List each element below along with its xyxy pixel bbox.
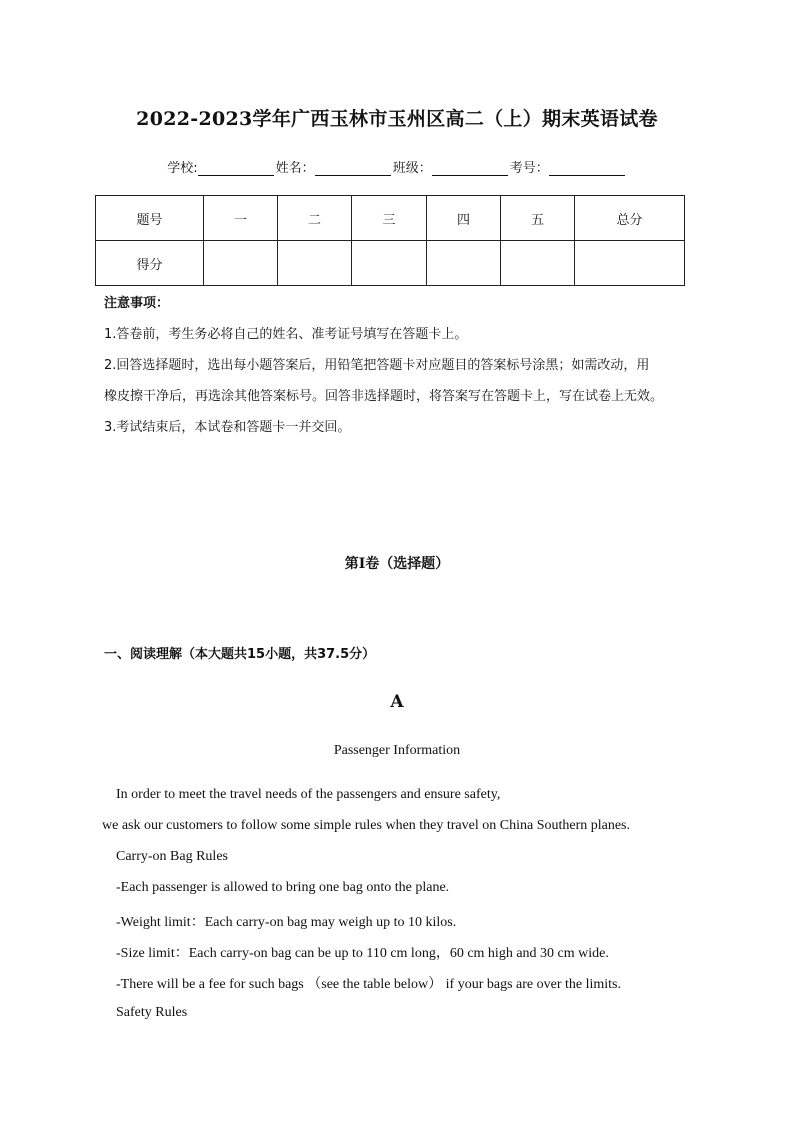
note-item: 1.答卷前，考生务必将自己的姓名、准考证号填写在答题卡上。 [104, 327, 468, 342]
passage-line: -There will be a fee for such bags （see the table below） if your bags are over the limits. [116, 977, 621, 992]
name-blank [315, 161, 391, 176]
passage-line: -Weight limit：Each carry-on bag may weigh up to 10 kilos. [116, 915, 457, 930]
score-header-cell: 二 [278, 196, 352, 241]
score-cell [204, 241, 278, 286]
score-header-cell: 题号 [96, 196, 204, 241]
note-item: 3.考试结束后，本试卷和答题卡一并交回。 [104, 420, 351, 435]
score-table-score-row [96, 241, 685, 286]
score-cell [427, 241, 501, 286]
passage-subheading: Safety Rules [116, 1005, 188, 1020]
score-row-label: 得分 [96, 241, 204, 286]
section-heading: 一、阅读理解（本大题共15小题，共37.5分） [104, 647, 376, 662]
passage-line: -Size limit：Each carry-on bag can be up to 110 cm long，60 cm high and 30 cm wide. [116, 946, 609, 961]
class-blank [432, 161, 508, 176]
passage-line: In order to meet the travel needs of the passengers and ensure safety, [116, 787, 501, 802]
exam-number-blank [549, 161, 625, 176]
passage-line: -Each passenger is allowed to bring one bag onto the plane. [116, 880, 450, 895]
score-header-cell: 五 [501, 196, 575, 241]
score-table-header-row [96, 196, 685, 241]
score-header-cell: 总分 [575, 196, 685, 241]
notes-heading: 注意事项： [104, 296, 170, 311]
passage-letter: A [390, 692, 404, 712]
passage-subheading: Carry-on Bag Rules [116, 849, 228, 864]
name-label: 姓名： [275, 161, 315, 176]
exam-number-label: 考号： [509, 161, 549, 176]
score-header-cell: 三 [352, 196, 427, 241]
score-cell [352, 241, 427, 286]
score-cell [278, 241, 352, 286]
school-blank [198, 161, 274, 176]
score-header-cell: 四 [427, 196, 501, 241]
passage-line: we ask our customers to follow some simple rules when they travel on China Southern planes. [102, 818, 631, 833]
score-cell [575, 241, 685, 286]
part-title: 第Ⅰ卷（选择题） [344, 556, 450, 572]
score-header-cell: 一 [204, 196, 278, 241]
school-label: 学校: [167, 161, 198, 176]
class-label: 班级： [392, 161, 432, 176]
exam-title: 2022-2023学年广西玉林市玉州区高二（上）期末英语试卷 [136, 108, 658, 130]
notes-section [104, 288, 724, 443]
passage-title: Passenger Information [333, 743, 461, 758]
score-table [95, 195, 685, 286]
score-cell [501, 241, 575, 286]
note-item: 2.回答选择题时，选出每小题答案后，用铅笔把答题卡对应题目的答案标号涂黑；如需改动，用 [104, 358, 650, 373]
student-info-line [0, 157, 794, 176]
note-item: 橡皮擦干净后，再选涂其他答案标号。回答非选择题时，将答案写在答题卡上，写在试卷上无效。 [104, 389, 664, 404]
